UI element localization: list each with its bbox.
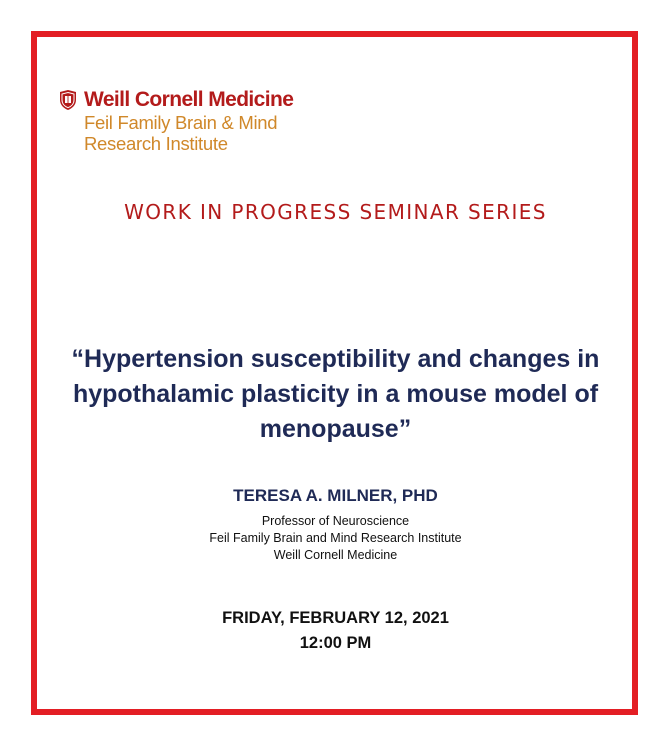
seal-icon <box>58 89 78 111</box>
logo-institute-line2: Research Institute <box>84 133 228 154</box>
talk-title: “Hypertension susceptibility and changes in hypothalamic plasticity in a mouse model of menopause” <box>71 345 600 443</box>
event-time: 12:00 PM <box>299 634 372 652</box>
logo-institution-name: Weill Cornell Medicine <box>84 88 294 111</box>
speaker-institute: Feil Family Brain and Mind Research Institute <box>209 531 462 545</box>
logo-institute-line1: Feil Family Brain & Mind <box>84 112 278 133</box>
speaker-organization: Weill Cornell Medicine <box>273 548 398 562</box>
speaker-name: TERESA A. MILNER, PHD <box>233 486 438 505</box>
event-date: FRIDAY, FEBRUARY 12, 2021 <box>222 609 449 627</box>
speaker-position: Professor of Neuroscience <box>261 514 410 528</box>
logo <box>58 88 358 160</box>
seminar-series-heading: WORK IN PROGRESS SEMINAR SERIES <box>124 200 547 224</box>
